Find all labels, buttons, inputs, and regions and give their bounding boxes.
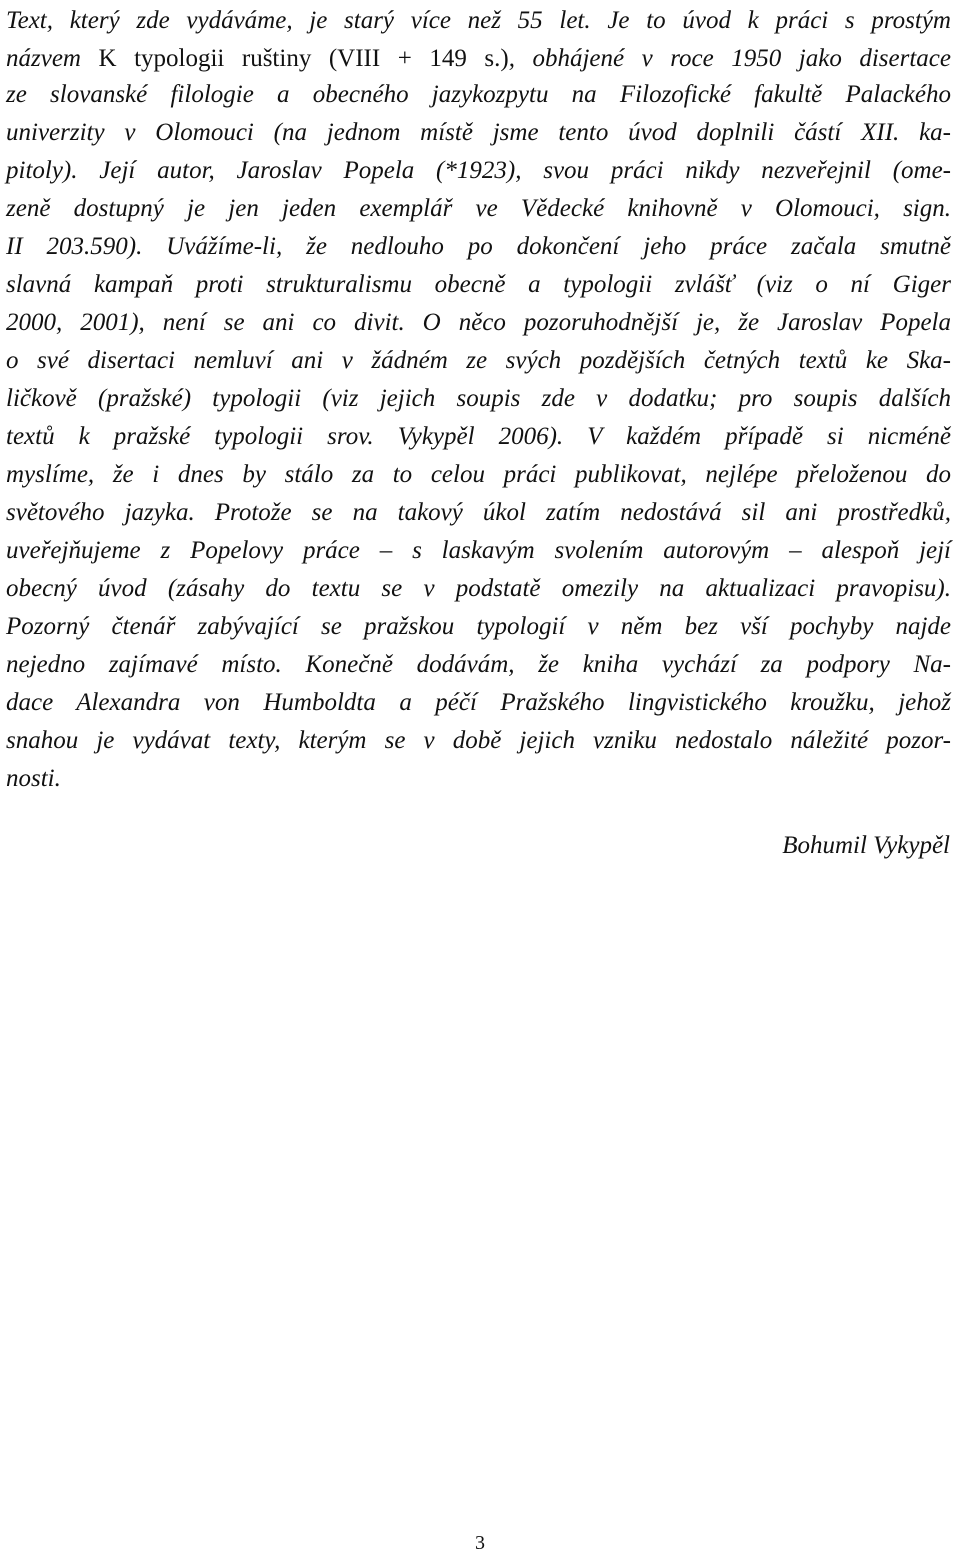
page-number: 3 — [475, 1532, 485, 1554]
text-segment: světového jazyka. Protože se na takový úkol zatím nedostává sil ani prostředků, — [6, 499, 951, 526]
text-segment: obecný úvod (zásahy do textu se v podstatě omezily na aktualizaci pravopisu). — [6, 575, 951, 602]
text-line — [6, 304, 951, 342]
text-segment: slavná kampaň proti strukturalismu obecně a typologii zvlášť (viz o ní Giger — [6, 271, 951, 298]
text-line — [6, 190, 951, 228]
text-segment: pitoly). Její autor, Jaroslav Popela (*1923), svou práci nikdy nezveřejnil (ome- — [6, 157, 951, 184]
text-segment: uveřejňujeme z Popelovy práce – s laskavým svolením autorovým – alespoň její — [6, 537, 951, 564]
text-segment: nosti. — [6, 765, 61, 792]
text-line — [6, 494, 951, 532]
text-segment: textů k pražské typologii srov. Vykypěl 2006). V každém případě si nicméně — [6, 423, 951, 450]
book-title: K typologii ruštiny (VIII + 149 s.) — [98, 45, 509, 72]
text-line — [6, 342, 951, 380]
text-segment: o své disertaci nemluví ani v žádném ze svých pozdějších četných textů ke Ska- — [6, 347, 951, 374]
text-line — [6, 228, 951, 266]
text-line — [6, 760, 951, 798]
text-segment: ličkově (pražské) typologii (viz jejich soupis zde v dodatku; pro soupis dalších — [6, 385, 951, 412]
text-segment: 2000, 2001), není se ani co divit. O něco pozoruhodnější je, že Jaroslav Popela — [6, 309, 951, 336]
text-segment: myslíme, že i dnes by stálo za to celou práci publikovat, nejlépe přeloženou do — [6, 461, 951, 488]
text-line — [6, 114, 951, 152]
text-segment: , obhájené v roce 1950 jako disertace — [508, 45, 951, 72]
text-segment: nejedno zajímavé místo. Konečně dodávám, že kniha vychází za podpory Na- — [6, 651, 951, 678]
text-segment: Text, který zde vydáváme, je starý více než 55 let. Je to úvod k práci s prostým — [6, 7, 951, 34]
text-segment: ze slovanské filologie a obecného jazykozpytu na Filozofické fakultě Palackého — [6, 81, 951, 108]
text-line — [6, 418, 951, 456]
text-segment: názvem — [6, 45, 99, 72]
author-signature: Bohumil Vykypěl — [782, 832, 950, 859]
text-line — [6, 684, 951, 722]
text-segment: Pozorný čtenář zabývající se pražskou typologií v něm bez vší pochyby najde — [6, 613, 951, 640]
text-line — [6, 380, 951, 418]
text-line — [6, 456, 951, 494]
text-line — [6, 152, 951, 190]
text-line — [6, 722, 951, 760]
text-line — [6, 570, 951, 608]
text-segment: II 203.590). Uvážíme-li, že nedlouho po dokončení jeho práce začala smutně — [6, 233, 951, 260]
text-line — [6, 608, 951, 646]
text-segment: univerzity v Olomouci (na jednom místě jsme tento úvod doplnili částí XII. ka- — [6, 119, 951, 146]
text-line — [6, 76, 951, 114]
text-segment: dace Alexandra von Humboldta a péčí Pražského lingvistického kroužku, jehož — [6, 689, 951, 716]
text-line — [6, 2, 951, 40]
text-segment: zeně dostupný je jen jeden exemplář ve Vědecké knihovně v Olomouci, sign. — [6, 195, 951, 222]
text-segment: snahou je vydávat texty, kterým se v době jejich vzniku nedostalo náležité pozor- — [6, 727, 951, 754]
text-line — [6, 266, 951, 304]
text-line — [6, 40, 951, 78]
text-line — [6, 646, 951, 684]
text-line — [6, 532, 951, 570]
